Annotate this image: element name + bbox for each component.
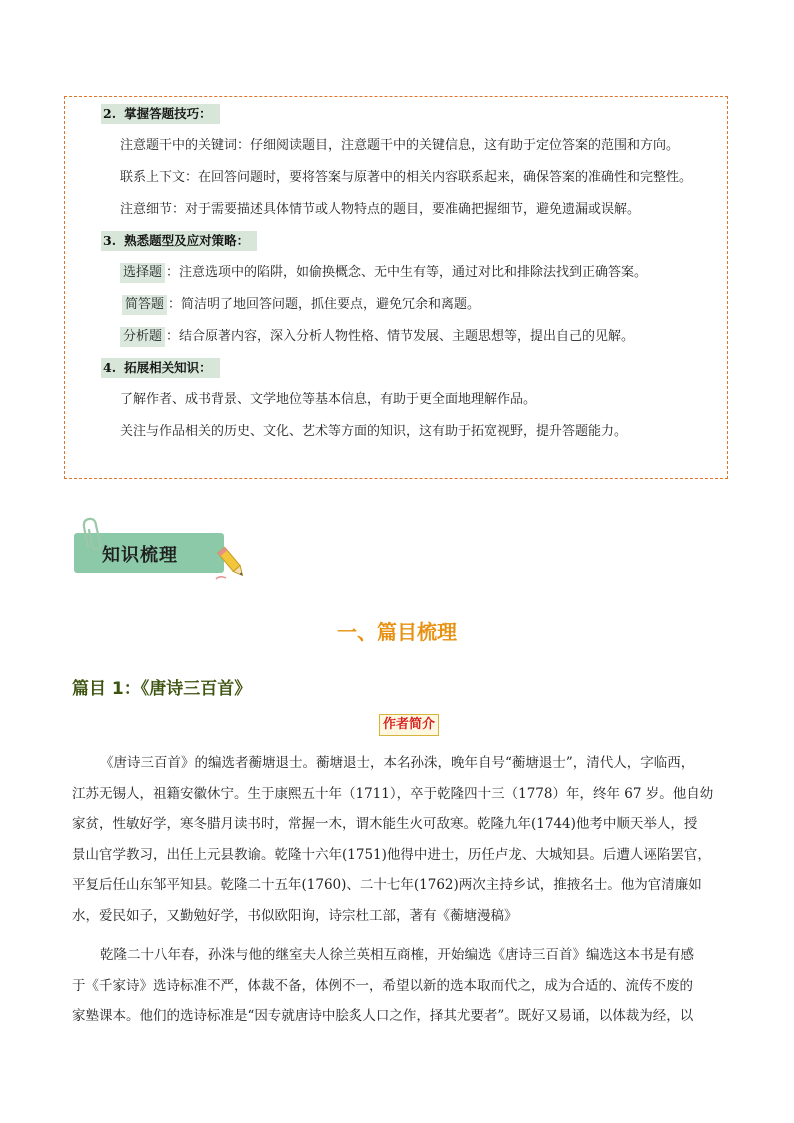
question-type-tag: 简答题 (122, 295, 167, 315)
para-line-text: 《唐诗三百首》的编选者蘅塘退士。蘅塘退士，本名孙洙，晚年自号“蘅塘退士”，清代人，字临西， (100, 755, 695, 771)
question-type-tag: 分析题 (120, 327, 165, 347)
para-line: 于《千家诗》选诗标准不严，体裁不备，体例不一，希望以新的选本取而代之，成为合适的、流传不废的 (72, 977, 693, 994)
para-line: 景山官学教习，出任上元县教谕。乾隆十六年(1751)他得中进士，历任卢龙、大城知县。后遭人诬陷罢官， (72, 846, 711, 863)
tip-number: 3. (103, 233, 117, 248)
tip-line: 了解作者、成书背景、文学地位等基本信息，有助于更全面地理解作品。 (120, 392, 537, 407)
question-type-tag: 选择题 (120, 263, 165, 283)
tip-line: 关注与作品相关的历史、文化、艺术等方面的知识，这有助于拓宽视野，提升答题能力。 (120, 424, 628, 439)
para-line (72, 940, 724, 971)
tip-line: 联系上下文：在回答问题时，要将答案与原著中的相关内容联系起来，确保答案的准确性和完整性。 (120, 170, 693, 185)
tip-heading-text: 熟悉题型及应对策略： (124, 233, 250, 248)
tip-line-text: ：简洁明了地回答问题，抓住要点，避免冗余和离题。 (168, 297, 481, 312)
banner-label: 知识梳理 (102, 545, 178, 566)
tip-line-text: ：结合原著内容，深入分析人物性格、情节发展、主题思想等，提出自己的见解。 (166, 329, 635, 344)
author-paragraph-1 (72, 748, 724, 932)
tip-heading-2 (101, 104, 220, 124)
para-line: 江苏无锡人，祖籍安徽休宁。生于康熙五十年（1711），卒于乾隆四十三（1778）年，终年 67 岁。他自幼 (72, 785, 714, 802)
section-title: 一、篇目梳理 (337, 620, 457, 644)
tip-line-text: ：注意选项中的陷阱，如偷换概念、无中生有等，通过对比和排除法找到正确答案。 (166, 265, 648, 280)
tip-line: 注意细节：对于需要描述具体情节或人物特点的题目，要准确把握细节，避免遗漏或误解。 (120, 202, 641, 217)
knowledge-banner (74, 529, 242, 579)
para-line: 平复后任山东邹平知县。乾隆二十五年(1760)、二十七年(1762)两次主持乡试，推掖名士。他为官清廉如 (72, 877, 702, 894)
tip-line-multiple-choice (120, 263, 647, 283)
answer-tips-box (64, 96, 728, 479)
para-line (72, 748, 724, 779)
para-line: 水，爱民如子，又勤勉好学，书似欧阳询，诗宗杜工部，著有《蘅塘漫稿》 (72, 907, 518, 924)
tip-heading-4 (101, 358, 220, 378)
para-line: 家塾课本。他们的选诗标准是“因专就唐诗中脍炙人口之作，择其尤要者”。既好又易诵，以体裁为经，以 (72, 1008, 694, 1025)
tip-number: 2. (103, 106, 117, 121)
tip-line: 注意题干中的关键词：仔细阅读题目，注意题干中的关键信息，这有助于定位答案的范围和方向。 (120, 138, 680, 153)
author-intro-label: 作者简介 (379, 714, 439, 736)
pencil-icon (214, 543, 254, 583)
tip-number: 4. (103, 360, 117, 375)
tip-heading-3 (101, 231, 257, 251)
tip-heading-text: 拓展相关知识： (124, 360, 212, 375)
tip-line-analysis (120, 327, 634, 347)
tip-heading-text: 掌握答题技巧： (124, 106, 212, 121)
author-paragraph-2 (72, 940, 724, 1032)
tip-line-short-answer (122, 295, 480, 315)
para-line: 家贫，性敏好学，寒冬腊月读书时，常握一木，谓木能生火可敌寒。乾隆九年(1744)他考中顺天举人，授 (72, 816, 698, 833)
chapter-title: 篇目 1：《唐诗三百首》 (72, 679, 252, 699)
para-line-text: 乾隆二十八年春，孙洙与他的继室夫人徐兰英相互商榷，开始编选《唐诗三百首》编选这本书是有感 (100, 947, 694, 963)
